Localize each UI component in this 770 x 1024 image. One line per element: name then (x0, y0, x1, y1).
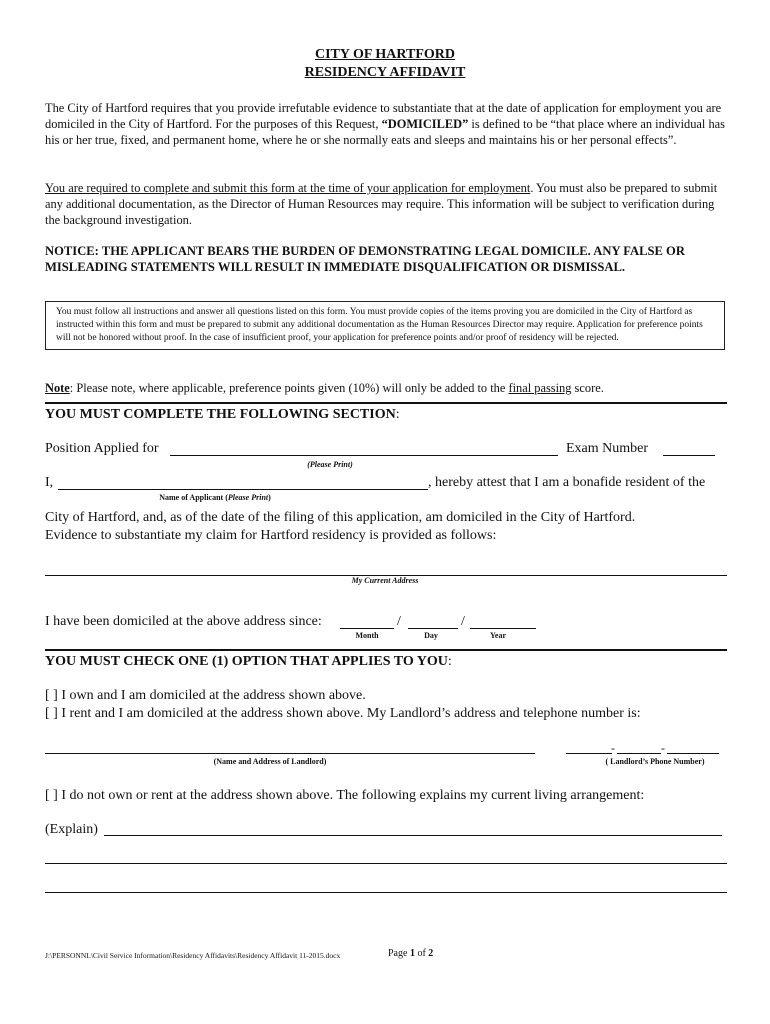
position-input[interactable] (170, 455, 558, 456)
phone-dash: - (611, 741, 615, 755)
form-title: RESIDENCY AFFIDAVIT (304, 65, 466, 80)
position-label: Position Applied for (45, 441, 159, 456)
requirement-paragraph: You are required to complete and submit this form at the time of your application for employment. You must also be prepared to submit any additional documentation, as the Director of Human Resources may require. This information will be subject to verification during the background investigation. (45, 181, 718, 227)
domiciled-since-label: I have been domiciled at the above address since: (45, 614, 322, 629)
landlord-phone-prefix-input[interactable] (617, 753, 661, 754)
date-separator: / (397, 614, 401, 629)
instructions-box: You must follow all instructions and answer all questions listed on this form. You must provide copies of the items proving you are domiciled in the City of Hartford as instructed within this form and must be prepared to submit any additional documentation as the Human Resources Director may require. Application for preference points will not be honored without proof. In the case of insufficient proof, your application for preference points and/or proof of residency will be rejected. (45, 301, 725, 350)
notice-text: NOTICE: THE APPLICANT BEARS THE BURDEN OF DEMONSTRATING LEGAL DOMICILE. ANY FALSE OR MISLEADING STATEMENTS WILL RESULT IN IMMEDIATE DISQUALIFICATION OR DISMISSAL. (45, 244, 685, 274)
explain-input-line-3[interactable] (45, 892, 727, 893)
explain-input[interactable] (104, 835, 722, 836)
landlord-name-input[interactable] (45, 753, 535, 754)
page-indicator: Page 1 of 2 (388, 948, 434, 959)
attest-text: , hereby attest that I am a bonafide resident of the (428, 475, 706, 490)
option-rent: [ ] I rent and I am domiciled at the address shown above. My Landlord’s address and telephone number is: (45, 706, 641, 721)
since-month-input[interactable] (340, 628, 394, 629)
applicant-name-input[interactable] (58, 489, 428, 490)
day-label: Day (424, 631, 438, 640)
please-print-label: (Please Print) (307, 460, 353, 469)
explain-input-line-2[interactable] (45, 863, 727, 864)
i-label: I, (45, 475, 54, 490)
residency-statement: City of Hartford, and, as of the date of the filing of this application, am domiciled in the City of Hartford. Evidence to substantiate my claim for Hartford residency is provided as follows: (45, 510, 636, 543)
other-checkbox[interactable]: [ ] (45, 788, 58, 803)
option-own: [ ] I own and I am domiciled at the address shown above. (45, 688, 366, 703)
section-divider (45, 649, 727, 651)
landlord-phone-line-input[interactable] (667, 753, 719, 754)
landlord-name-label: (Name and Address of Landlord) (213, 757, 327, 766)
document-path: J:\PERSONNL\Civil Service Information\Residency Affidavits\Residency Affidavit 11-2015.docx (45, 951, 341, 960)
option-other: [ ] I do not own or rent at the address shown above. The following explains my current living arrangement: (45, 788, 645, 803)
phone-dash: - (661, 741, 665, 755)
section-divider (45, 402, 727, 404)
month-label: Month (355, 631, 379, 640)
landlord-phone-label: ( Landlord’s Phone Number) (605, 757, 705, 766)
since-day-input[interactable] (408, 628, 458, 629)
section-complete-heading: YOU MUST COMPLETE THE FOLLOWING SECTION: (45, 407, 400, 422)
section-check-heading: YOU MUST CHECK ONE (1) OPTION THAT APPLIES TO YOU: (45, 654, 452, 669)
exam-number-input[interactable] (663, 455, 715, 456)
current-address-label: My Current Address (351, 576, 419, 585)
applicant-name-label: Name of Applicant (Please Print) (159, 493, 271, 502)
landlord-phone-area-input[interactable] (566, 753, 612, 754)
date-separator: / (461, 614, 465, 629)
year-label: Year (490, 631, 506, 640)
rent-checkbox[interactable]: [ ] (45, 706, 58, 721)
exam-number-label: Exam Number (566, 441, 649, 456)
intro-paragraph: The City of Hartford requires that you provide irrefutable evidence to substantiate that at the date of application for employment you are domiciled in the City of Hartford. For the purposes of this Request, “DOMICILED” is defined to be “that place where an individual has his or her true, fixed, and permanent home, where he or she normally eats and sleeps and maintains his or her personal effects”. (45, 101, 725, 147)
explain-label: (Explain) (45, 822, 98, 837)
note-text: Note: Please note, where applicable, preference points given (10%) will only be added to the final passing score. (45, 381, 604, 395)
own-checkbox[interactable]: [ ] (45, 688, 58, 703)
since-year-input[interactable] (470, 628, 536, 629)
form-title-city: CITY OF HARTFORD (314, 47, 456, 62)
